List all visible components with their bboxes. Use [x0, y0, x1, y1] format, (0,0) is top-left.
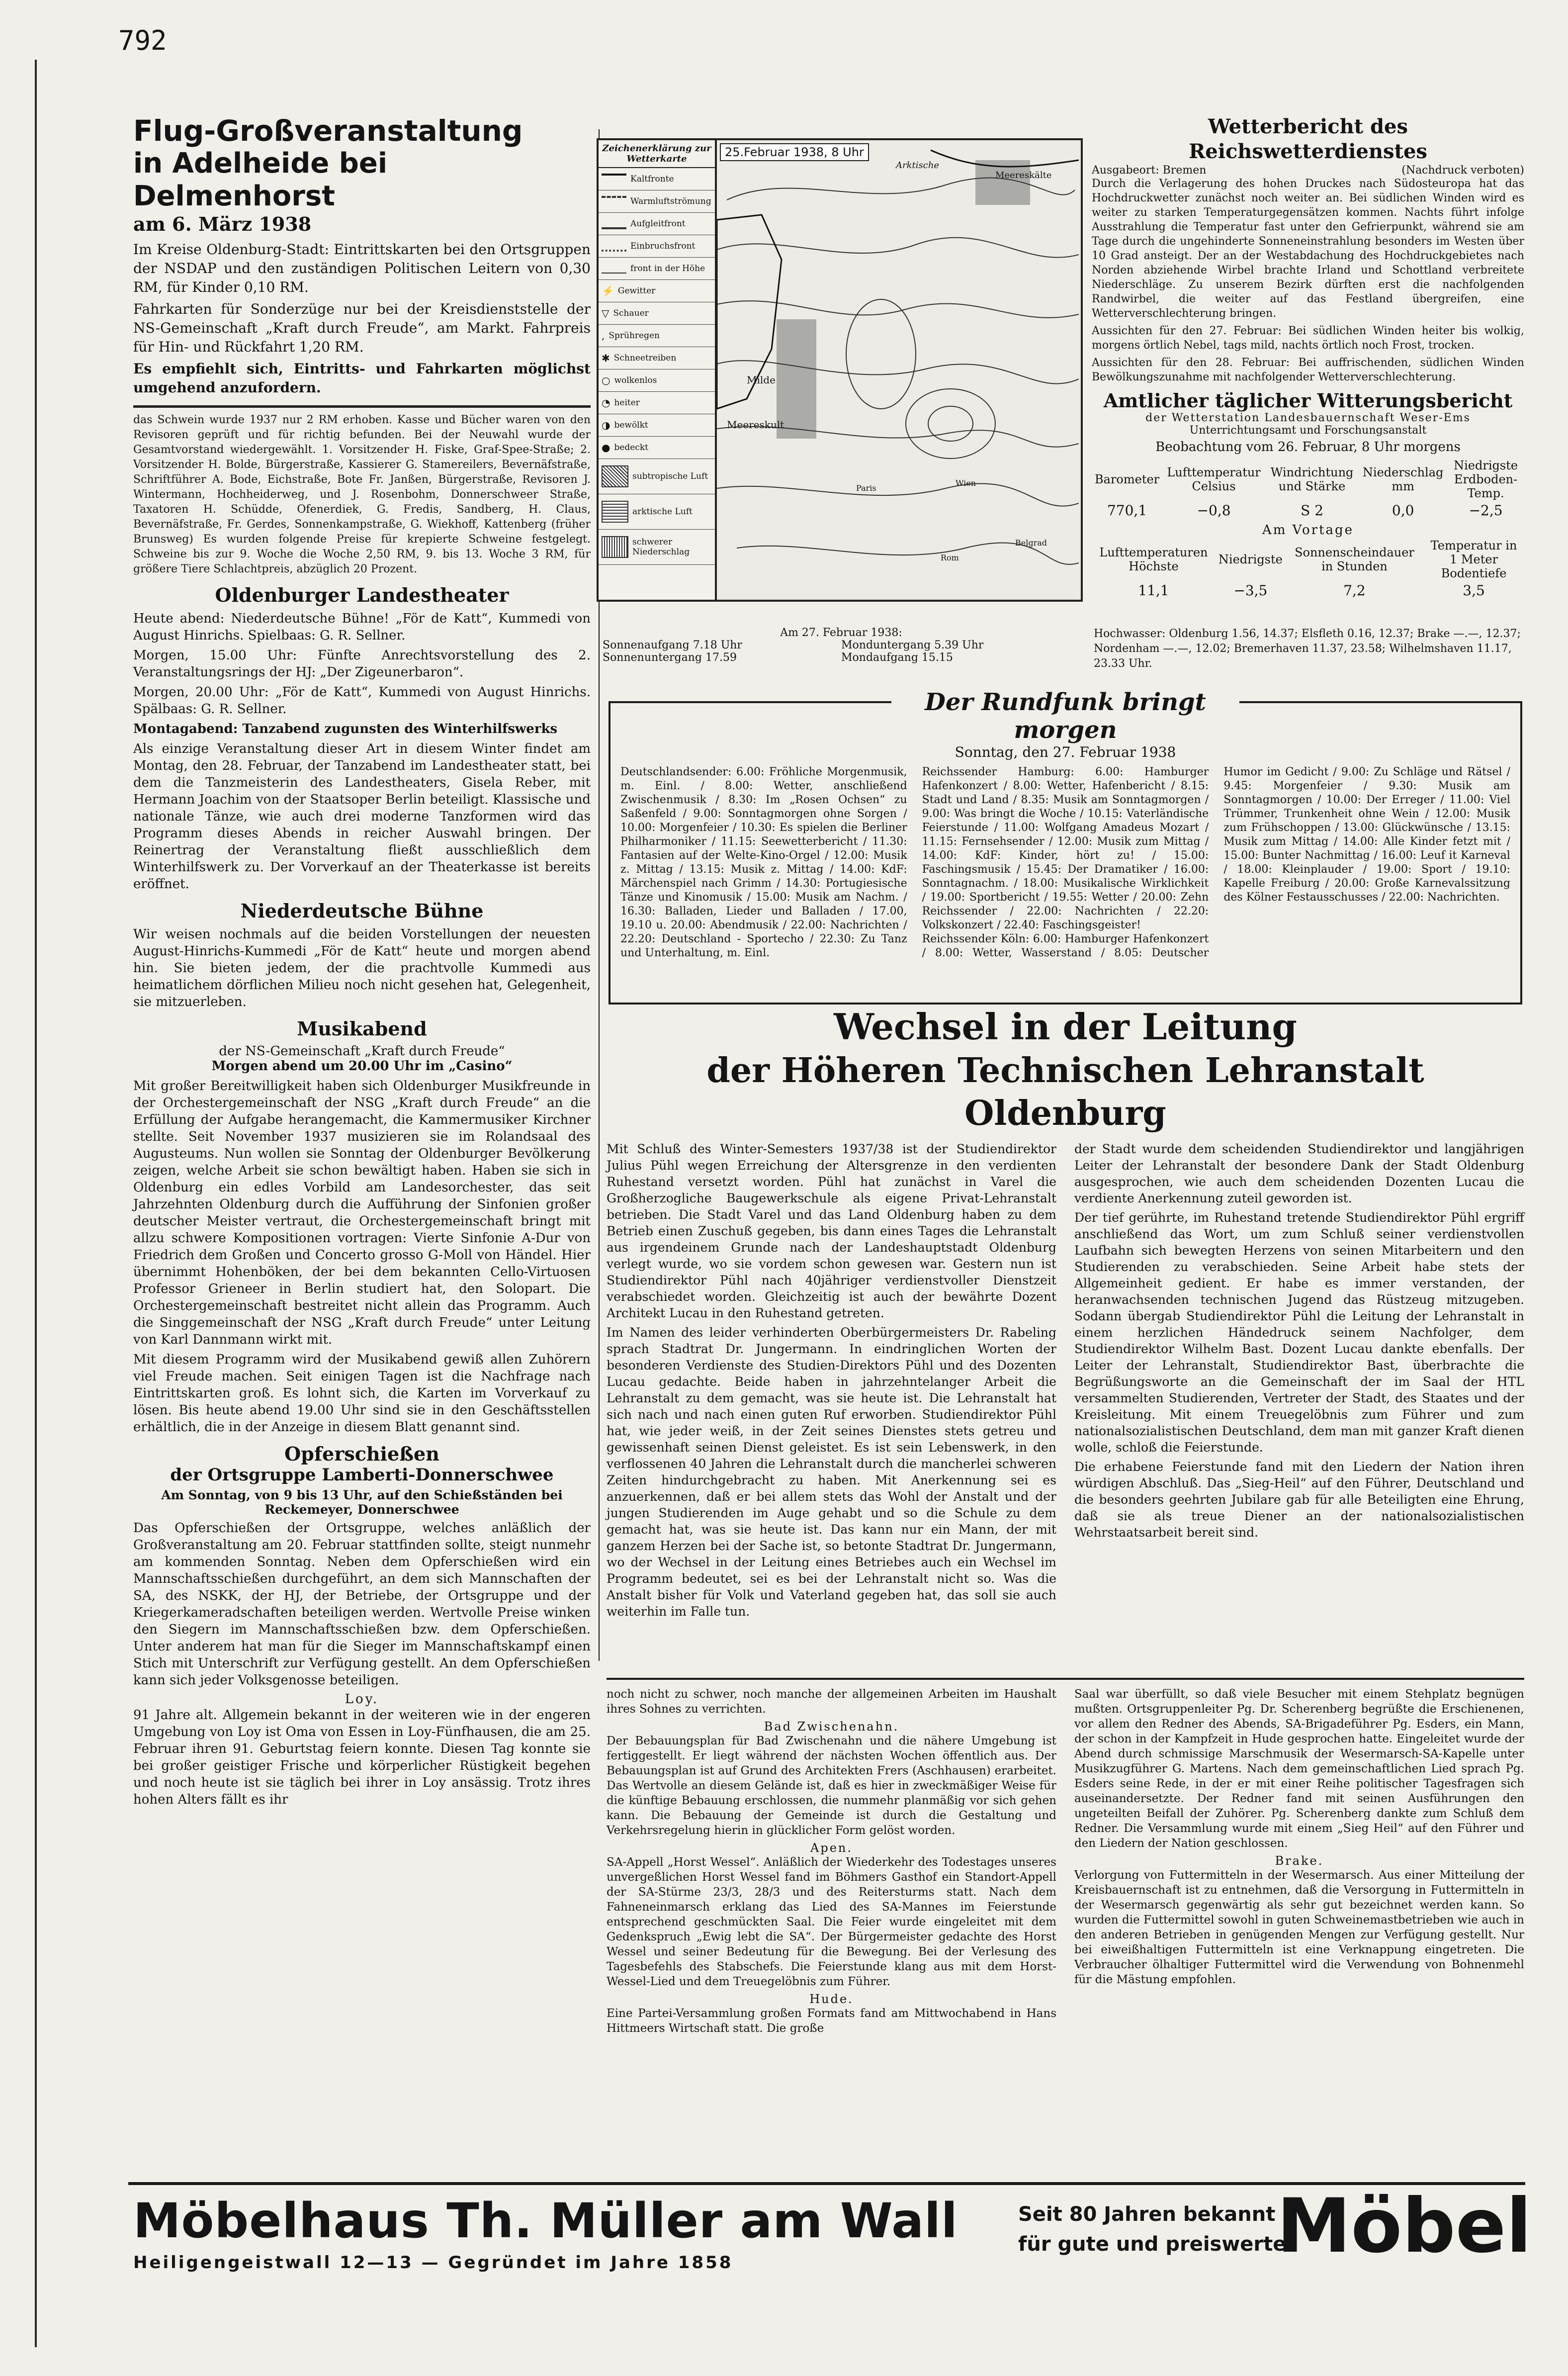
sun-row: Sonnenuntergang 17.59: [603, 651, 737, 664]
flight-p3: Es empfiehlt sich, Eintritts- und Fahrkarten möglichst umgehend anzufordern.: [133, 361, 591, 396]
radio-hamburg: Reichssender Hamburg: 6.00: Hamburger Hafenkonzert / 8.00: Wetter, Hafenbericht / 8.15: Stadt und Land / 8.35: Musik am Sonntagmorgen / 9.00: Was bringt die Woche / 10.15: Vaterländische Feierstunde / 11.00: Wolfgang Amadeus Mozart / 11.15: Fernsehsender / 12.00: Musik zum Mittag / 14.00: KdF: Kinder, hört zu! / 15.00: Faschingsmusik / 15.45: Der Dramatiker / 16.00: Sonntagnachm. / 18.00: Musikalische Wirklichkeit / 19.00: Sportbericht / 19.55: Wetter / 20.00: Zehn Reichssender / 22.00: Nachrichten / 22.20: Volkskonzert / 22.40: Faschingsgeister!: [922, 766, 1209, 931]
left-border: [35, 60, 37, 2347]
legend-item: ✱ Schneetreiben: [599, 347, 715, 369]
sun-row: Mondaufgang 15.15: [841, 651, 953, 664]
lower-c1-sig2: Apen.: [810, 1841, 853, 1855]
radio-date: Sonntag, den 27. Februar 1938: [955, 744, 1176, 760]
amtlich-heading: Amtlicher täglicher Witterungsbericht: [1103, 389, 1513, 412]
opfer-sub: Am Sonntag, von 9 bis 13 Uhr, auf den Schießständen bei Reckemeyer, Donnerschwee: [161, 1488, 563, 1517]
wetter-aussicht-2: Aussichten für den 28. Februar: Bei auffrischenden, südlichen Winden Bewölkungszunahme mit nachfolgender Wetterverschlechterung.: [1092, 357, 1524, 383]
map-legend: [599, 140, 717, 600]
map-svg: [717, 140, 1079, 598]
lower-c1-p3: SA-Appell „Horst Wessel“. Anläßlich der Wiederkehr des Todestages unseres unvergeßlichen Horst Wessel fand im Böhmers Gasthof ein Standort-Appell der SA-Stürme 23/3, 28/3 und des Reitersturms statt. Nach dem Fahneneinmarsch erklang das Lied des SA-Mannes im Feierstunde entsprechend geschmückten Saal. Die Feier wurde eingeleitet mit dem Gedenkspruch „Ewig lebt die SA“. Der Bürgermeister gedachte des Horst Wessel und seiner Bedeutung für die Bewegung. Bei der Verlesung des Tagesbefehls des Stabschefs. Die Feierstunde klang aus mit dem Horst-Wessel-Lied und dem Treuegelöbnis zum Führer.: [607, 1856, 1056, 1988]
wt-h: Windrichtung und Stärke: [1270, 465, 1354, 493]
weather-table-2: [1092, 538, 1524, 600]
wt-v: 3,5: [1463, 582, 1485, 599]
wt-h: Lufttemperatur Celsius: [1167, 465, 1261, 493]
wt-h: Niedrigste Erdboden-Temp.: [1454, 458, 1518, 500]
map-place: Arktische: [896, 160, 940, 171]
wt-v: 770,1: [1107, 502, 1147, 519]
map-place: Wien: [956, 478, 976, 488]
divider: [133, 405, 591, 408]
radio-program: [620, 765, 1510, 960]
amtlich-vortag: Am Vortage: [1262, 523, 1354, 538]
wechsel-p4: Der tief gerührte, im Ruhestand tretende Studiendirektor Pühl ergriff anschließend das Wort, um zum Schluß seiner verdienstvollen Laufbahn sich bewegten Herzens von seinen Mitarbeitern und den Studierenden zu verabschieden. Seine Arbeit habe stets der Allgemeinheit gedient. Er habe es immer verstanden, der heranwachsenden technischen Jugend das Rüstzeug mitzugeben. Sodann übergab Studiendirektor Pühl die Leitung der Lehranstalt in einem herzlichen Händedruck seinem Nachfolger, dem Studiendirektor Wilhelm Bast. Dozent Lucau dankte ebenfalls. Der Leiter der Lehranstalt, Studiendirektor Bast, überbrachte die Begrüßungsworte an die Gemeinschaft der im Saal der HTL versammelten Studierenden, Vertreter der Stadt, des Staates und der Kreisleitung. Mit einem Treuegelöbnis zum Führer und zum nationalsozialistischen Deutschland, dem man mit ganzer Kraft dienen wolle, schloß die Feierstunde.: [1074, 1210, 1524, 1455]
wetter-text: Durch die Verlagerung des hohen Druckes nach Südosteuropa hat das Hochdruckwetter zunächst noch weiter an. Bei südlichen Winden wird es weiter zu starken Temperaturgegensätzen kommen. Nachts führt infolge Ausstrahlung die Temperatur fast unter den Gefrierpunkt, während sie am Tage durch die ungehinderte Sonneneinstrahlung besonders im Westen über 10 Grad ansteigt. Der an der Westabdachung des Hochdruckgebietes nach Norden abziehende Wirbel brachte Irland und Schottland verbreitete Niederschläge. Zu unserem Bezirk dürften erst die nachfolgenden Randwirbel, die weiter auf das Festland übergreifen, eine Wetterverschlechterung bringen.: [1092, 178, 1524, 320]
wechsel-col-right: [1074, 1141, 1524, 1623]
ad-mid-2: für gute und preiswerte: [1018, 2233, 1287, 2256]
wt-v: −3,5: [1233, 582, 1268, 599]
musik-text2: Mit diesem Programm wird der Musikabend gewiß allen Zuhörern viel Freude machen. Seit einigen Tagen ist die Nachfrage nach Eintrittskarten groß. Es lohnt sich, die Karten im Vorverkauf zu lösen. Bis heute abend 19.00 Uhr sind sie in den Geschäftsstellen erhältlich, die in der Anzeige in diesem Blatt genannt sind.: [133, 1352, 591, 1435]
map-date-label: 25.Februar 1938, 8 Uhr: [720, 143, 869, 161]
wechsel-col-left: [607, 1141, 1056, 1623]
musik-text1: Mit großer Bereitwilligkeit haben sich Oldenburger Musikfreunde in der Orchestergemeinschaft der NSG „Kraft durch Freude“ an die Erfüllung der Aufgabe herangemacht, die Kammermusiker Kirchner stellte. Seit November 1937 musizieren sie im Rolandsaal des Augusteums. Nun wollen sie Sonntag der Oldenburger Bevölkerung zeigen, welche Arbeit sie schon bewältigt haben. Haben sie sich in Oldenburg ein edles Vorbild am Landesorchester, das seit Jahrzehnten Oldenburg durch die Aufführung der Sinfonien großer deutscher Meister vertraut, die Orchestergemeinschaft bringt mit allzu schwere Kompositionen vortragen: Vierte Sinfonie A-Dur von Friedrich dem Großen und Concerto grosso G-Moll von Händel. Hier übernimmt Hohenböken, der bei dem bekannten Cello-Virtuosen Professor Grieneer in Berlin studiert hat, den Solopart. Die Orchestergemeinschaft bestreitet nicht allein das Programm. Auch die Singgemeinschaft der NSG „Kraft durch Freude“ unter Leitung von Karl Dannmann wirkt mit.: [133, 1079, 591, 1347]
opfer-heading1: Opferschießen: [284, 1443, 439, 1465]
ad-right: Möbel: [1277, 2183, 1532, 2270]
sun-moon: [603, 627, 1080, 664]
map-place: Meereskälte: [995, 170, 1052, 181]
wetterbericht: [1092, 114, 1524, 600]
page-number: 792: [118, 25, 167, 56]
wechsel-headline-1: Wechsel in der Leitung: [834, 1005, 1297, 1048]
opfer-sig: Loy.: [345, 1692, 379, 1707]
wt-v: −2,5: [1469, 502, 1503, 519]
sun-row: Monduntergang 5.39 Uhr: [841, 639, 984, 651]
legend-title: Zeichenerklärung zur Wetterkarte: [599, 140, 715, 168]
map-place: Milde: [747, 374, 776, 386]
wt-v: 0,0: [1392, 502, 1414, 519]
radio-koeln: Reichssender Köln: 6.00: Hamburger Hafenkonzert / 8.00: Wetter, Wasserstand / 8.05: Deutscher Humor im Gedicht / 9.00: Zu Schläge und Rätsel / 9.45: Morgenfeier / 9.30: Musik am Sonntagmorgen / 10.00: Der Erreger / 11.00: Viel Trümmer, Trunkenheit ohne Wein / 12.00: Musik zum Frühschoppen / 13.00: Glückwünsche / 13.15: Musik zum Mittag / 14.00: Alle Kinder fetzt mit / 15.00: Bunter Nachmittag / 16.00: Leuf it Karneval / 18.00: Kleinplauder / 19.00: Sport / 19.10: Kapelle Freiburg / 20.00: Große Karnevalssitzung des Kölner Festausschusses / 22.00: Nachrichten.: [922, 766, 1510, 959]
verein-text: das Schwein wurde 1937 nur 2 RM erhoben. Kasse und Bücher waren von den Revisoren geprüft und für richtig befunden. Bei der Neuwahl wurde der Gesamtvorstand wiedergewählt. 1. Vorsitzender H. Fiske, Graf-Spee-Straße; 2. Vorsitzender H. Bolde, Bürgerstraße, Kassierer G. Stamereilers, Bevernäfstraße, Schriftführer A. Bode, Eichstraße, Bote Fr. Janßen, Bürgerstraße, Revisoren J. Wintermann, Hochheiderweg, und J. Rosenbohm, Donnerschweer Straße, Taxatoren H. Schüdde, Ofenerdiek, G. Fredis, Sandberg, H. Claus, Bevernäfstraße, Fr. Gerdes, Sonnenkampstraße, G. Wiekhoff, Kattenberg (früher Brunsweg) Es wurden folgende Preise für krepierte Schweine festgelegt. Schweine bis zur 9. Woche die Woche 2,50 RM, 9. bis 13. Woche 3 RM, für größere Tiere Schlachtpreis, abzüglich 20 Prozent.: [133, 414, 591, 575]
flight-title-1: Flug-Großveranstaltung: [133, 114, 523, 148]
weather-map: [597, 138, 1083, 602]
wt-v: 11,1: [1138, 582, 1169, 599]
wechsel-p3: der Stadt wurde dem scheidenden Studiendirektor und langjährigen Leiter der Lehranstalt der besondere Dank der Stadt Oldenburg ausgesprochen, wie auch dem scheidenden Dozenten Lucau die verdiente Anerkennung zuteil geworden ist.: [1074, 1142, 1524, 1205]
furniture-ad: [128, 2183, 1532, 2342]
flight-p2: Fahrkarten für Sonderzüge nur bei der Kreisdienststelle der NS-Gemeinschaft „Kraft durch Freude“, am Markt. Fahrpreis für Hin- und Rückfahrt 1,20 RM.: [133, 301, 591, 355]
ad-address: Heiligengeistwall 12—13 — Gegründet im Jahre 1858: [133, 2253, 733, 2273]
legend-item: Aufgleitfront: [599, 213, 715, 235]
wt-h: Barometer: [1095, 472, 1160, 486]
legend-item: subtropische Luft: [599, 459, 715, 494]
wt-h: Temperatur in 1 Meter Bodentiefe: [1430, 539, 1517, 580]
lower-c2-sig: Brake.: [1275, 1854, 1324, 1868]
opfer-text: Das Opferschießen der Ortsgruppe, welches anläßlich der Großveranstaltung am 20. Februar stattfinden sollte, steigt nunmehr am kommenden Sonntag. Neben dem Opferschießen wird ein Mannschaftsschießen durchgeführt, an dem sich Mannschaften der SA, des NSKK, der HJ, der Betriebe, der Ortsgruppe und der Kriegerkameradschaften beteiligen werden. Wertvolle Preise winken den Siegern im Mannschaftsschießen bzw. dem Opferschießen. Unter anderem hat man für die Sieger im Mannschaftskampf einen Stich mit Unterschrift zur Verfügung gestellt. An dem Opferschießen kann sich jeder Volksgenosse beteiligen.: [133, 1521, 591, 1688]
legend-item: front in der Höhe: [599, 258, 715, 280]
musik-sub1: der NS-Gemeinschaft „Kraft durch Freude“: [219, 1044, 505, 1059]
flight-p1: Im Kreise Oldenburg-Stadt: Eintrittskarten bei den Ortsgruppen der NSDAP und den zuständigen Politischen Leitern von 0,30 RM, für Kinder 0,10 RM.: [133, 241, 591, 295]
lower-c1-sig3: Hude.: [809, 1992, 854, 2006]
wechsel-body: [607, 1141, 1524, 1623]
legend-item: ⚡ Gewitter: [599, 280, 715, 302]
wechsel-headline-2: der Höheren Technischen Lehranstalt Oldenburg: [706, 1051, 1424, 1133]
opfer-text2: 91 Jahre alt. Allgemein bekannt in der weiteren wie in der engeren Umgebung von Loy ist Oma von Essen in Loy-Fünfhausen, die am 25. Februar ihren 91. Geburtstag feiern konnte. Diesen Tag konnte sie bei großer geistiger Frische und körperlicher Rüstigkeit begehen und noch heute ist sie täglich bei ihrer in Loy ansässig. Trotz ihres hohen Alters fällt es ihr: [133, 1708, 591, 1807]
musik-heading: Musikabend: [297, 1017, 427, 1040]
wt-v: 7,2: [1343, 582, 1366, 599]
legend-item: arktische Luft: [599, 494, 715, 530]
wetter-aussicht-1: Aussichten für den 27. Februar: Bei südlichen Winden heiter bis wolkig, morgens örtlich Nebel, tags mild, nachts örtlich noch Frost, trocken.: [1092, 325, 1524, 352]
radio-heading: Der Rundfunk bringt morgen: [891, 688, 1239, 744]
lower-columns: [607, 1687, 1524, 2039]
buehne-text: Wir weisen nochmals auf die beiden Vorstellungen der neuesten August-Hinrichs-Kummedi „För de Katt“ heute und morgen abend hin. Sie bieten jedem, der die prachtvolle Kummedi aus heimatlichem dörflichen Milieu noch nicht gesehen hat, Gelegenheit, sie mitzuerleben.: [133, 927, 591, 1009]
weather-table-1: [1092, 457, 1524, 520]
wt-h: Niedrigste: [1218, 552, 1283, 566]
flight-date: am 6. März 1938: [133, 213, 312, 235]
amtlich-obs: Beobachtung vom 26. Februar, 8 Uhr morgens: [1155, 440, 1461, 455]
wetter-ausgabe: Ausgabeort: Bremen: [1092, 164, 1207, 177]
flight-title-2: in Adelheide bei Delmenhorst: [133, 147, 388, 212]
legend-item: Kaltfronte: [599, 168, 715, 190]
radio-deutschlandsender: Deutschlandsender: 6.00: Fröhliche Morgenmusik, m. Einl. / 8.00: Wetter, anschließend Zwischenmusik / 8.30: Im „Rosen Ochsen“ zu Saßenfeld / 9.00: Sonntagmorgen ohne Sorgen / 10.00: Morgenfeier / 10.30: Es spielen die Berliner Philharmoniker / 11.15: Seewetterbericht / 11.30: Fantasien auf der Welte-Kino-Orgel / 12.00: Musik z. Mittag / 13.15: Musik z. Mittag / 14.00: KdF: Märchenspiel nach Grimm / 14.30: Portugiesische Tänze und Kinomusik / 15.00: Musik am Nachm. / 16.30: Balladen, Lieder und Balladen / 17.00, 19.10 u. 20.00: Abendmusik / 22.00: Nachrichten / 22.20: Deutschland - Sportecho / 22.30: Zu Tanz und Unterhaltung, m. Einl.: [620, 766, 907, 959]
sun-date: Am 27. Februar 1938:: [780, 627, 902, 639]
legend-item: ○ wolkenlos: [599, 369, 715, 392]
map-place: Rom: [941, 553, 959, 562]
legend-item: , Sprühregen: [599, 325, 715, 347]
lower-col-1: [607, 1687, 1056, 2039]
map-place: Belgrad: [1015, 538, 1047, 548]
sun-row: Sonnenaufgang 7.18 Uhr: [603, 639, 742, 651]
wetter-meta: [1092, 164, 1524, 177]
theater-l3: Morgen, 20.00 Uhr: „För de Katt“, Kummedi von August Hinrichs. Spälbaas: G. R. Sellner.: [133, 685, 591, 717]
lower-c1: noch nicht zu schwer, noch manche der allgemeinen Arbeiten im Haushalt ihres Sohnes zu verrichten.: [607, 1688, 1056, 1716]
legend-item: schwerer Niederschlag: [599, 530, 715, 565]
theater-l1: Heute abend: Niederdeutsche Bühne! „För de Katt“, Kummedi von August Hinrichs. Spielbaas: G. R. Sellner.: [133, 611, 591, 643]
legend-item: ● bedeckt: [599, 437, 715, 459]
musik-sub2: Morgen abend um 20.00 Uhr im „Casino“: [211, 1059, 513, 1074]
wt-h: Niederschlag mm: [1362, 465, 1444, 493]
lower-c1-p2: Der Bebauungsplan für Bad Zwischenahn und die nähere Umgebung ist fertiggestellt. Er liegt während der nächsten Wochen öffentlich aus. Der Bebauungsplan ist auf Grund des Architekten Frers (Aschhausen) erarbeitet. Das Wertvolle an diesem Gelände ist, daß es hier in zweckmäßiger Weise für die künftige Bebauung erschlossen, die nummehr planmäßig vor sich gehen kann. Die Bebauung der Gemeinde ist durch die Gestaltung und Verkehrsregelung hierin in glücklicher Form gelöst worden.: [607, 1735, 1056, 1837]
wetter-nachdruck: (Nachdruck verboten): [1401, 164, 1524, 177]
theater-l2: Morgen, 15.00 Uhr: Fünfte Anrechtsvorstellung des 2. Veranstaltungsrings der HJ: „Der Zigeunerbaron“.: [133, 648, 591, 680]
amtlich-sub1: der Wetterstation Landesbauernschaft Weser-Ems: [1145, 412, 1471, 424]
legend-item: Einbruchsfront: [599, 235, 715, 258]
legend-item: ◔ heiter: [599, 392, 715, 414]
lower-rule: [607, 1678, 1524, 1680]
wechsel-p5: Die erhabene Feierstunde fand mit den Liedern der Nation ihren würdigen Abschluß. Das „Sieg-Heil“ auf den Führer, Deutschland und die besonders geehrten Jubilare gab für alle Beteiligten eine Ehrung, daß sie als treue Diener an der nationalsozialistischen Wehrstaatsarbeit bereit sind.: [1074, 1460, 1524, 1540]
wt-h: Lufttemperaturen Höchste: [1099, 546, 1208, 573]
wechsel-p1: Mit Schluß des Winter-Semesters 1937/38 ist der Studiendirektor Julius Pühl wegen Erreichung der Altersgrenze in den verdienten Ruhestand versetzt worden. Pühl hat zunächst in Varel die Großherzogliche Baugewerkschule als eigene Privat-Lehranstalt betrieben. Die Stadt Varel und das Land Oldenburg haben zu dem Betrieb einen Zuschuß gegeben, bis dann eines Tages die Lehranstalt aus irgendeinem Grunde nach der Landeshauptstadt Oldenburg verlegt wurde, wo sie vordem schon gewesen war. Gestern nun ist Studiendirektor Pühl nach 40jähriger verdienstvoller Dienstzeit verabschiedet worden. Gleichzeitig ist auch der bewährte Dozent Architekt Lucau in den Ruhestand getreten.: [607, 1142, 1056, 1320]
lower-col-2: [1074, 1687, 1524, 2039]
wechsel-p2: Im Namen des leider verhinderten Oberbürgermeisters Dr. Rabeling sprach Stadtrat Dr. Jungermann. In eindringlichen Worten der besonderen Verdienste des Studien-Direktors Pühl und des Dozenten Lucau gedachte. Beide haben in jahrzehntelanger Arbeit die Lehranstalt zu dem gemacht, was sie heute ist. Die Lehranstalt hat sich nach und nach einen guten Ruf erworben. Studiendirektor Pühl hat, wie jeder weiß, in der Zeit seines Dienstes stets getreu und gewissenhaft seinen Dienst geleistet. Es ist sein Lebenswerk, in den verflossenen 40 Jahren die Lehranstalt durch die mancherlei schweren Zeiten hindurchgebracht zu haben. Mit Anerkennung sei es anzuerkennen, daß er bei allem stets das Wohl der Anstalt und der jungen Studierenden im Auge gehabt und so die Schule zu dem gemacht hat, was sie heute ist. Das kann nur ein Mann, der mit ganzem Herzen bei der Sache ist, so betonte Stadtrat Dr. Jungermann, wo der Wechsel in der Leitung eines Betriebes auch ein Wechsel im Programm bedeutet, sei es bei der Lehranstalt nicht so. Was die Anstalt bisher für Volk und Vaterland gegeben hat, das soll sie auch weiterhin im Falle tun.: [607, 1325, 1056, 1619]
sun-grid: [603, 639, 1080, 664]
wetter-heading: Wetterbericht des Reichswetterdienstes: [1189, 115, 1427, 163]
theater-l4: Montagabend: Tanzabend zugunsten des Winterhilfswerks: [133, 722, 558, 736]
lower-c1-p4: Eine Partei-Versammlung großen Formats fand am Mittwochabend in Hans Hittmeers Wirtschaft statt. Die große: [607, 2007, 1056, 2035]
legend-item: ◑ bewölkt: [599, 414, 715, 437]
theater-text: Als einzige Veranstaltung dieser Art in diesem Winter findet am Montag, den 28. Februar, der Tanzabend im Landestheater statt, bei dem die Tanzmeisterin des Landestheaters, Gisela Reber, mit Hermann Joachim von der Staatsoper Berlin beteiligt. Klassische und nationale Tänze, wie auch drei moderne Tanzformen wird das Programm dieses Abends in reicher Auswahl bringen. Der Reinertrag der Veranstaltung fließt ausschließlich dem Winterhilfswerk zu. Der Vorverkauf an der Theaterkasse ist bereits eröffnet.: [133, 741, 591, 892]
amtlich-sub2: Unterrichtungsamt und Forschungsanstalt: [1189, 424, 1427, 437]
ad-mid-1: Seit 80 Jahren bekannt: [1018, 2203, 1276, 2226]
legend-item: ▽ Schauer: [599, 302, 715, 325]
hochwasser: Hochwasser: Oldenburg 1.56, 14.37; Elsfleth 0.16, 12.37; Brake —.—, 12.37; Nordenham —.—, 12.02; Bremerhaven 11.37, 23.58; Wilhelmshaven 11.17, 23.33 Uhr.: [1094, 628, 1521, 670]
legend-item: Warmluftströmung: [599, 190, 715, 213]
wt-v: −0,8: [1197, 502, 1231, 519]
lower-c2-p2: Verlorgung von Futtermitteln in der Wesermarsch. Aus einer Mitteilung der Kreisbauernschaft ist zu entnehmen, daß die Versorgung in Futtermitteln in der Wesermarsch gegenwärtig als sehr gut bezeichnet werden kann. So wurden die Futtermittel sowohl in guten Schweinemastbetrieben wie auch in den anderen Betrieben in genügenden Mengen zur Verfügung gestellt. Nur bei eiweißhaltigen Futtermitteln ist eine Verknappung eingetreten. Die Verbraucher ölhaltiger Futtermittel wird die Verwendung von Bohnenmehl für die Mästung empfohlen.: [1074, 1869, 1524, 1986]
lower-c1-sig: Bad Zwischenahn.: [764, 1720, 899, 1734]
wt-v: S 2: [1301, 502, 1324, 519]
ad-left: Möbelhaus Th. Müller am Wall: [133, 2193, 958, 2249]
buehne-heading: Niederdeutsche Bühne: [240, 900, 484, 922]
left-column: [133, 114, 591, 1811]
lower-c2: Saal war überfüllt, so daß viele Besucher mit einem Stehplatz begnügen mußten. Ortsgruppenleiter Pg. Dr. Scherenberg begrüßte die Erschienenen, vor allem den Redner des Abends, SA-Brigadeführer Pg. Esders, ein Mann, der schon in der Kampfzeit in Hude gesprochen hatte. Eingeleitet wurde der Abend durch schmissige Marschmusik der Wesermarsch-SA-Kapelle unter Musikzugführer G. Martens. Nach dem gemeinschaftlichen Lied sprach Pg. Esders seine Rede, in der er mit einer Reihe politischer Tagesfragen sich auseinandersetzte. Der Redner fand mit seinen Ausführungen den ungeteilten Beifall der Zuhörer. Pg. Scherenberg dankte zum Schluß dem Redner. Die Versammlung wurde mit einem „Sieg Heil“ auf den Führer und den Liedern der Nation geschlossen.: [1074, 1688, 1524, 1850]
radio-box: [609, 688, 1522, 1005]
opfer-heading2: der Ortsgruppe Lamberti-Donnerschwee: [170, 1465, 554, 1485]
map-place: Paris: [856, 483, 876, 493]
theater-heading: Oldenburger Landestheater: [215, 584, 509, 606]
wt-h: Sonnenscheindauer in Stunden: [1295, 546, 1414, 573]
map-area: [717, 140, 1079, 598]
map-place: Meereskult: [727, 419, 784, 431]
wechsel-article: [607, 1005, 1524, 1623]
